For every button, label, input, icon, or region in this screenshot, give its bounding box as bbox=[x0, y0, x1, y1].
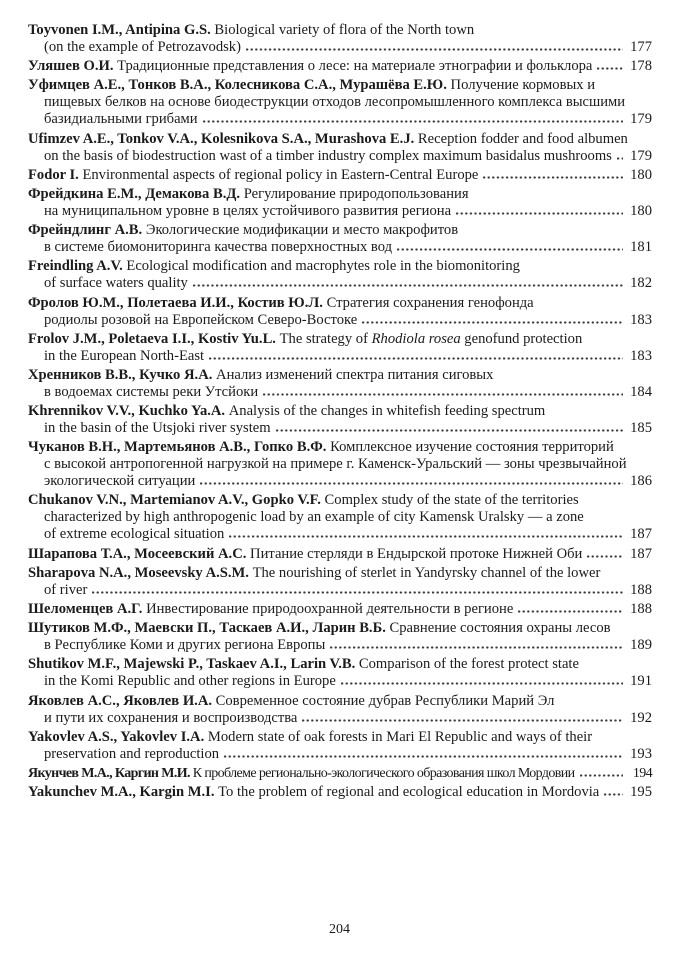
toc-entry bbox=[28, 131, 652, 165]
entry-page-number: 182 bbox=[630, 275, 652, 292]
entry-continuation-line bbox=[28, 203, 652, 220]
entry-first-line bbox=[28, 131, 652, 148]
toc-entry bbox=[28, 492, 652, 543]
entry-authors: Уляшев О.И. bbox=[28, 58, 118, 75]
toc-entry bbox=[28, 729, 652, 763]
dot-leader bbox=[397, 248, 623, 251]
toc-entry bbox=[28, 693, 652, 727]
entry-first-line bbox=[28, 492, 652, 509]
entry-text: Ufimzev A.E., Tonkov V.A., Kolesnikova S.A., Murashova E.J. Reception fodder and food albumen bbox=[28, 130, 628, 147]
entry-continuation-line bbox=[28, 275, 652, 292]
entry-continuation-line bbox=[28, 746, 652, 763]
entry-continuation-line bbox=[28, 348, 652, 365]
entry-continuation-line bbox=[28, 526, 652, 543]
entry-continuation-line bbox=[28, 94, 652, 111]
dot-leader bbox=[229, 535, 623, 538]
entry-text: родиолы розовой на Европейском Северо-Востоке bbox=[44, 311, 358, 328]
entry-first-line bbox=[28, 367, 652, 384]
entry-text: в системе биомониторинга качества поверхностных вод bbox=[44, 239, 393, 256]
entry-text: Чуканов В.Н., Мартемьянов А.В., Гопко В.Ф. Комплексное изучение состояния территорий bbox=[28, 439, 614, 456]
dot-leader bbox=[200, 482, 623, 485]
dot-leader bbox=[203, 120, 623, 123]
entry-continuation-line bbox=[28, 637, 652, 654]
entry-text: Шеломенцев А.Г. Инвестирование природоохранной деятельности в регионе bbox=[28, 601, 514, 617]
entry-first-line bbox=[28, 546, 652, 563]
entry-continuation-line bbox=[28, 420, 652, 437]
toc-entry bbox=[28, 565, 652, 599]
entry-first-line bbox=[28, 439, 652, 456]
entry-first-line bbox=[28, 77, 652, 94]
toc-entry bbox=[28, 58, 652, 75]
dot-leader bbox=[276, 429, 623, 432]
entry-authors: Fodor I. bbox=[28, 166, 83, 183]
entry-page-number: 181 bbox=[630, 239, 652, 256]
entry-continuation-line bbox=[28, 509, 652, 526]
entry-text: и пути их сохранения и воспроизводства bbox=[44, 709, 298, 726]
italic-species-name: Rhodiola rosea bbox=[371, 330, 461, 347]
entry-page-number: 179 bbox=[630, 147, 652, 164]
entry-text: Якунчев М.А., Каргин М.И. К проблеме регионально-экологического образования школ Мордовии bbox=[28, 765, 575, 781]
entry-first-line bbox=[28, 222, 652, 239]
entry-authors: Уфимцев А.Е., Тонков В.А., Колесникова С.А., Мурашёва Е.Ю. bbox=[28, 77, 451, 94]
dot-leader bbox=[518, 610, 623, 613]
entry-first-line bbox=[28, 22, 652, 39]
dot-leader bbox=[92, 591, 623, 594]
entry-text: Sharapova N.A., Moseevsky A.S.M. The nourishing of sterlet in Yandyrsky channel of the lower bbox=[28, 564, 601, 581]
entry-first-line bbox=[28, 565, 652, 582]
entry-authors: Yakovlev A.S., Yakovlev I.A. bbox=[28, 728, 208, 745]
toc-entry bbox=[28, 439, 652, 490]
entry-continuation-line bbox=[28, 111, 652, 128]
dot-leader bbox=[580, 774, 624, 777]
toc-entry bbox=[28, 22, 652, 56]
entry-page-number: 183 bbox=[630, 311, 652, 328]
entry-text: preservation and reproduction bbox=[44, 745, 220, 762]
dot-leader bbox=[224, 755, 623, 758]
dot-leader bbox=[209, 357, 623, 360]
dot-leader bbox=[246, 48, 623, 51]
entry-page-number: 177 bbox=[630, 39, 652, 55]
entry-text: (on the example of Petrozavodsk) bbox=[44, 39, 241, 55]
entry-first-line bbox=[28, 403, 652, 420]
entry-continuation-line bbox=[28, 456, 652, 473]
entry-page-number: 187 bbox=[630, 526, 652, 543]
toc-entry bbox=[28, 784, 652, 801]
entry-authors: Yakunchev M.A., Kargin M.I. bbox=[28, 784, 219, 801]
entry-first-line bbox=[28, 601, 652, 618]
entry-page-number: 179 bbox=[630, 111, 652, 128]
entry-text: экологической ситуации bbox=[44, 473, 196, 490]
entry-authors: Sharapova N.A., Moseevsky A.S.M. bbox=[28, 564, 253, 581]
entry-authors: Якунчев М.А., Каргин М.И. bbox=[28, 765, 193, 781]
entry-text: of extreme ecological situation bbox=[44, 526, 225, 543]
entry-authors: Шарапова Т.А., Мосеевский А.С. bbox=[28, 545, 251, 562]
toc-list bbox=[28, 22, 652, 801]
entry-text: Уляшев О.И. Традиционные представления о лесе: на материале этнографии и фольклора bbox=[28, 58, 593, 75]
entry-text: Freindling A.V. Ecological modification and macrophytes role in the biomonitoring bbox=[28, 258, 520, 275]
entry-continuation-line bbox=[28, 673, 652, 690]
entry-first-line bbox=[28, 58, 652, 75]
entry-continuation-line bbox=[28, 384, 652, 401]
dot-leader bbox=[604, 793, 623, 796]
entry-continuation-line bbox=[28, 148, 652, 165]
dot-leader bbox=[193, 284, 623, 287]
entry-continuation-line bbox=[28, 710, 652, 727]
entry-page-number: 186 bbox=[630, 473, 652, 490]
entry-page-number: 195 bbox=[630, 784, 652, 801]
entry-text: Фрейдкина Е.М., Демакова В.Д. Регулирование природопользования bbox=[28, 185, 469, 202]
entry-authors: Хренников В.В., Кучко Я.А. bbox=[28, 366, 217, 383]
entry-text: в водоемах системы реки Утсйоки bbox=[44, 383, 259, 400]
entry-text: Хренников В.В., Кучко Я.А. Анализ изменений спектра питания сиговых bbox=[28, 366, 494, 383]
entry-text: in the Komi Republic and other regions in Europe bbox=[44, 673, 336, 690]
entry-page-number: 178 bbox=[630, 58, 652, 75]
entry-page-number: 188 bbox=[630, 581, 652, 598]
entry-authors: Шутиков М.Ф., Маевски П., Таскаев А.И., Ларин В.Б. bbox=[28, 620, 390, 637]
entry-authors: Чуканов В.Н., Мартемьянов А.В., Гопко В.Ф. bbox=[28, 439, 331, 456]
entry-page-number: 192 bbox=[630, 709, 652, 726]
entry-text: Фролов Ю.М., Полетаева И.И., Костив Ю.Л. Стратегия сохранения генофонда bbox=[28, 294, 534, 311]
entry-text: Fodor I. Environmental aspects of regional policy in Eastern-Central Europe bbox=[28, 166, 479, 183]
entry-text: Shutikov M.F., Majewski P., Taskaev A.I., Larin V.B. Comparison of the forest protect state bbox=[28, 656, 579, 673]
dot-leader bbox=[587, 555, 623, 558]
page-number: 204 bbox=[329, 922, 350, 937]
entry-page-number: 193 bbox=[630, 745, 652, 762]
dot-leader bbox=[263, 393, 623, 396]
entry-first-line bbox=[28, 258, 652, 275]
entry-text: Шутиков М.Ф., Маевски П., Таскаев А.И., Ларин В.Б. Сравнение состояния охраны лесов bbox=[28, 620, 611, 637]
toc-entry bbox=[28, 331, 652, 365]
dot-leader bbox=[597, 67, 623, 70]
entry-authors: Toyvonen I.M., Antipina G.S. bbox=[28, 22, 215, 38]
entry-authors: Shutikov M.F., Majewski P., Taskaev A.I., Larin V.B. bbox=[28, 656, 359, 673]
entry-text: Frolov J.M., Poletaeva I.I., Kostiv Yu.L. The strategy of Rhodiola rosea genofund protection bbox=[28, 330, 583, 347]
toc-entry bbox=[28, 601, 652, 618]
entry-text: of river bbox=[44, 581, 88, 598]
entry-text: пищевых белков на основе биодеструкции отходов лесопромышленного комплекса высшими bbox=[44, 94, 626, 111]
entry-first-line bbox=[28, 620, 652, 637]
entry-authors: Шеломенцев А.Г. bbox=[28, 601, 147, 617]
toc-entry bbox=[28, 295, 652, 329]
entry-text: Yakunchev M.A., Kargin M.I. To the problem of regional and ecological education in Mordovia bbox=[28, 784, 600, 801]
entry-first-line bbox=[28, 656, 652, 673]
toc-entry bbox=[28, 367, 652, 401]
entry-first-line bbox=[28, 186, 652, 203]
dot-leader bbox=[617, 157, 623, 160]
entry-continuation-line bbox=[28, 239, 652, 256]
entry-continuation-line bbox=[28, 39, 652, 56]
entry-text: с высокой антропогенной нагрузкой на примере г. Каменск-Уральский — зоны чрезвычайной bbox=[44, 456, 627, 473]
entry-first-line bbox=[28, 729, 652, 746]
page-footer bbox=[0, 922, 679, 938]
dot-leader bbox=[362, 321, 623, 324]
entry-text: characterized by high anthropogenic load by an example of city Kamensk Uralsky — a zone bbox=[44, 509, 584, 526]
entry-continuation-line bbox=[28, 473, 652, 490]
entry-authors: Chukanov V.N., Martemianov A.V., Gopko V.F. bbox=[28, 492, 325, 509]
entry-text: Toyvonen I.M., Antipina G.S. Biological variety of flora of the North town bbox=[28, 22, 475, 38]
entry-text: базидиальными грибами bbox=[44, 111, 198, 128]
entry-first-line bbox=[28, 331, 652, 348]
toc-entry bbox=[28, 620, 652, 654]
entry-text: on the basis of biodestruction wast of a timber industry complex maximum basidalus mushrooms bbox=[44, 147, 612, 164]
entry-page-number: 180 bbox=[630, 202, 652, 219]
entry-authors: Frolov J.M., Poletaeva I.I., Kostiv Yu.L. bbox=[28, 330, 280, 347]
entry-text: Шарапова Т.А., Мосеевский А.С. Питание стерляди в Ендырской протоке Нижней Оби bbox=[28, 545, 583, 562]
entry-first-line bbox=[28, 765, 652, 782]
entry-page-number: 185 bbox=[630, 420, 652, 437]
entry-page-number: 184 bbox=[630, 383, 652, 400]
dot-leader bbox=[341, 682, 623, 685]
entry-text: Chukanov V.N., Martemianov A.V., Gopko V.F. Complex study of the state of the territories bbox=[28, 492, 579, 509]
entry-page-number: 187 bbox=[630, 545, 652, 562]
entry-page-number: 194 bbox=[632, 765, 652, 781]
entry-first-line bbox=[28, 295, 652, 312]
entry-page-number: 183 bbox=[630, 347, 652, 364]
dot-leader bbox=[483, 176, 623, 179]
entry-authors: Фрейдкина Е.М., Демакова В.Д. bbox=[28, 185, 244, 202]
entry-authors: Ufimzev A.E., Tonkov V.A., Kolesnikova S.A., Murashova E.J. bbox=[28, 130, 418, 147]
entry-continuation-line bbox=[28, 582, 652, 599]
entry-text: of surface waters quality bbox=[44, 275, 188, 292]
toc-entry bbox=[28, 656, 652, 690]
entry-text: Khrennikov V.V., Kuchko Ya.A. Analysis of the changes in whitefish feeding spectrum bbox=[28, 403, 546, 420]
entry-page-number: 189 bbox=[630, 637, 652, 654]
toc-entry bbox=[28, 546, 652, 563]
entry-text: in the European North-East bbox=[44, 347, 205, 364]
entry-page-number: 180 bbox=[630, 166, 652, 183]
entry-continuation-line bbox=[28, 312, 652, 329]
entry-text: Yakovlev A.S., Yakovlev I.A. Modern state of oak forests in Mari El Republic and ways of their bbox=[28, 728, 593, 745]
dot-leader bbox=[302, 719, 623, 722]
dot-leader bbox=[456, 212, 623, 215]
entry-authors: Фролов Ю.М., Полетаева И.И., Костив Ю.Л. bbox=[28, 294, 327, 311]
entry-page-number: 191 bbox=[630, 673, 652, 690]
toc-entry bbox=[28, 186, 652, 220]
entry-page-number: 188 bbox=[630, 601, 652, 617]
entry-text: in the basin of the Utsjoki river system bbox=[44, 420, 271, 437]
entry-text: Яковлев А.С., Яковлев И.А. Современное состояние дубрав Республики Марий Эл bbox=[28, 692, 555, 709]
entry-authors: Khrennikov V.V., Kuchko Ya.A. bbox=[28, 403, 229, 420]
toc-entry bbox=[28, 167, 652, 184]
entry-text: на муниципальном уровне в целях устойчивого развития региона bbox=[44, 202, 452, 219]
entry-first-line bbox=[28, 167, 652, 184]
dot-leader bbox=[330, 646, 623, 649]
entry-text: Фрейндлинг А.В. Экологические модификации и место макрофитов bbox=[28, 222, 459, 239]
toc-entry bbox=[28, 77, 652, 128]
toc-entry bbox=[28, 765, 652, 782]
toc-entry bbox=[28, 403, 652, 437]
entry-authors: Фрейндлинг А.В. bbox=[28, 222, 146, 239]
toc-entry bbox=[28, 258, 652, 292]
entry-authors: Freindling A.V. bbox=[28, 258, 127, 275]
entry-text: в Республике Коми и других региона Европы bbox=[44, 637, 326, 654]
toc-entry bbox=[28, 222, 652, 256]
entry-text: Уфимцев А.Е., Тонков В.А., Колесникова С.А., Мурашёва Е.Ю. Получение кормовых и bbox=[28, 77, 596, 94]
entry-first-line bbox=[28, 693, 652, 710]
entry-authors: Яковлев А.С., Яковлев И.А. bbox=[28, 692, 216, 709]
entry-first-line bbox=[28, 784, 652, 801]
